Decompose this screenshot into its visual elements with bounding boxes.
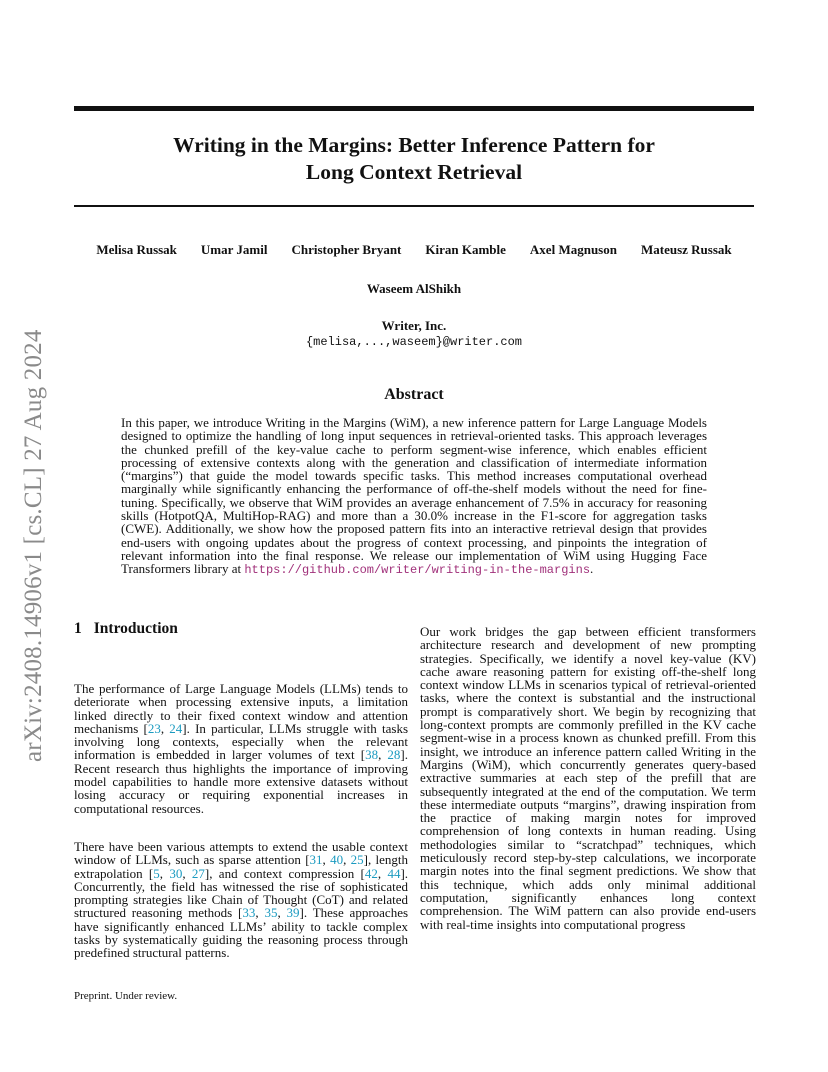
- paragraph-text: ,: [255, 905, 265, 921]
- citation-link[interactable]: 5: [153, 865, 160, 881]
- section-heading: [74, 620, 178, 638]
- abstract-text: In this paper, we introduce Writing in the Margins (WiM), a new inference pattern for Large Language Models designed to optimize the handling of long input sequences in retrieval-oriented tasks. This approach leverages the chunked prefill of the key-value cache to perform segment-wise inference, which enables efficient processing of extensive contexts along with the generation and classification of intermediate information (“margins”) that guide the model towards specific tasks. This method increases computational overhead marginally while significantly enhancing the performance of off-the-shelf models without the need for fine-tuning. Specifically, we observe that WiM provides an average enhancement of 7.5% in accuracy for reasoning skills (HotpotQA, MultiHop-RAG) and more than a 30.0% increase in the F1-score for aggregation tasks (CWE). Additionally, we show how the proposed pattern fits into an interactive retrieval design that provides end-users with ongoing updates about the progress of context processing, and pinpoints the integration of relevant information into the final response. We release our implementation of WiM using Hugging Face Transformers library at: [121, 415, 707, 577]
- citation-link[interactable]: 40: [330, 852, 344, 868]
- paragraph-text: ]. Recent research thus highlights the importance of improving model capabilities to handle more extensive datasets without losing accuracy or requiring exponential increases in computational resources.: [74, 747, 408, 816]
- paragraph-text: ], length extrapolation [: [74, 852, 409, 881]
- paragraph-text: ,: [160, 720, 170, 736]
- repository-link[interactable]: https://github.com/writer/writing-in-the-margins: [244, 563, 591, 578]
- paragraph-text: ]. In particular, LLMs struggle with tasks involving long contexts, especially when the relevant information is embedded in larger volumes of text [: [74, 720, 409, 763]
- author-name: Christopher Bryant: [291, 242, 402, 257]
- citation-link[interactable]: 39: [286, 905, 300, 921]
- paragraph-text: Our work bridges the gap between efficient transformers architecture research and development of new prompting strategies. Specifically, we identify a novel key-value (KV) cache aware reasoning pattern for existing off-the-shelf long context window LLMs in scenarios typical of retrieval-oriented tasks, where the context is substantial and the instructional prompt is comparatively short. We begin by recognizing that long-context prompts are commonly prefilled in the KV cache segment-wise in a process known as chunked prefill. From this insight, we introduce an inference pattern called Writing in the Margins (WiM), which concurrently generates query-based extractive summaries at each step of the prefill that are subsequently integrated at the end of the computation. We term these intermediate outputs “margins”, drawing inspiration from the practice of making margin notes for improved comprehension of long contexts in human reading. Using methodologies similar to “scratchpad” techniques, which meticulously record step-by-step calculations, we incorporate margin notes into the final segment predictions. We show that this technique, which adds only minimal additional computation, significantly enhances long context comprehension. The WiM pattern can also provide end-users with real-time insights into computational progress: [420, 624, 756, 932]
- paragraph-text: ]. Concurrently, the field has witnessed the rise of sophisticated prompting strategies like Chain of Thought (CoT) and related structured reasoning methods [: [74, 865, 409, 921]
- paragraph-text: ,: [182, 865, 192, 881]
- title-top-rule: [74, 106, 754, 111]
- citation-link[interactable]: 33: [242, 905, 256, 921]
- paragraph-text: The performance of Large Language Models (LLMs) tends to deteriorate when processing extensive inputs, a limitation linked directly to their fixed context window and attention mechanisms [: [74, 681, 408, 736]
- abstract-body: [121, 416, 707, 578]
- intro-paragraph-1: [74, 682, 408, 815]
- citation-link[interactable]: 24: [169, 720, 183, 736]
- author-name: Melisa Russak: [96, 242, 177, 257]
- section-title: Introduction: [93, 620, 178, 637]
- author-name: Mateusz Russak: [640, 242, 732, 257]
- paragraph-text: ]. These approaches have significantly enhanced LLMs’ ability to tackle complex tasks by systematically guiding the reasoning process through predefined structural patterns.: [74, 905, 409, 961]
- paragraph-text: ], and context compression [: [204, 865, 365, 881]
- title-line-2: Long Context Retrieval: [305, 160, 523, 184]
- abstract-end: .: [590, 561, 594, 577]
- paragraph-text: ,: [378, 747, 388, 763]
- author-name: Axel Magnuson: [529, 242, 617, 257]
- intro-paragraph-3: [420, 625, 756, 931]
- title-line-1: Writing in the Margins: Better Inference Pattern for: [173, 133, 655, 157]
- paragraph-text: ,: [377, 865, 388, 881]
- author-name: Waseem AlShikh: [366, 281, 462, 296]
- citation-link[interactable]: 35: [264, 905, 278, 921]
- citation-link[interactable]: 25: [350, 852, 364, 868]
- citation-link[interactable]: 38: [365, 747, 379, 763]
- citation-link[interactable]: 42: [364, 865, 378, 881]
- intro-paragraph-2: [74, 840, 408, 960]
- paragraph-text: There have been various attempts to extend the usable context window of LLMs, such as sparse attention [: [74, 839, 408, 868]
- paragraph-text: ,: [277, 905, 287, 921]
- section-number: 1: [74, 620, 82, 637]
- affiliation: Writer, Inc.: [381, 318, 447, 333]
- abstract-heading: Abstract: [384, 386, 444, 403]
- title-bottom-rule: [74, 205, 754, 207]
- citation-link[interactable]: 31: [309, 852, 323, 868]
- citation-link[interactable]: 28: [387, 747, 401, 763]
- paper-title: [74, 132, 754, 186]
- paragraph-text: ,: [343, 852, 351, 868]
- page-footer: Preprint. Under review.: [74, 990, 178, 1002]
- citation-link[interactable]: 30: [169, 865, 183, 881]
- author-email: {melisa,...,waseem}@writer.com: [305, 335, 523, 349]
- citation-link[interactable]: 27: [191, 865, 205, 881]
- arxiv-identifier-stamp: arXiv:2408.14906v1 [cs.CL] 27 Aug 2024: [20, 329, 47, 762]
- paragraph-text: ,: [159, 865, 170, 881]
- author-name: Umar Jamil: [200, 242, 268, 257]
- citation-link[interactable]: 23: [147, 720, 161, 736]
- citation-link[interactable]: 44: [387, 865, 401, 881]
- author-name: Kiran Kamble: [425, 242, 506, 257]
- author-list: [74, 242, 754, 258]
- paragraph-text: ,: [322, 852, 331, 868]
